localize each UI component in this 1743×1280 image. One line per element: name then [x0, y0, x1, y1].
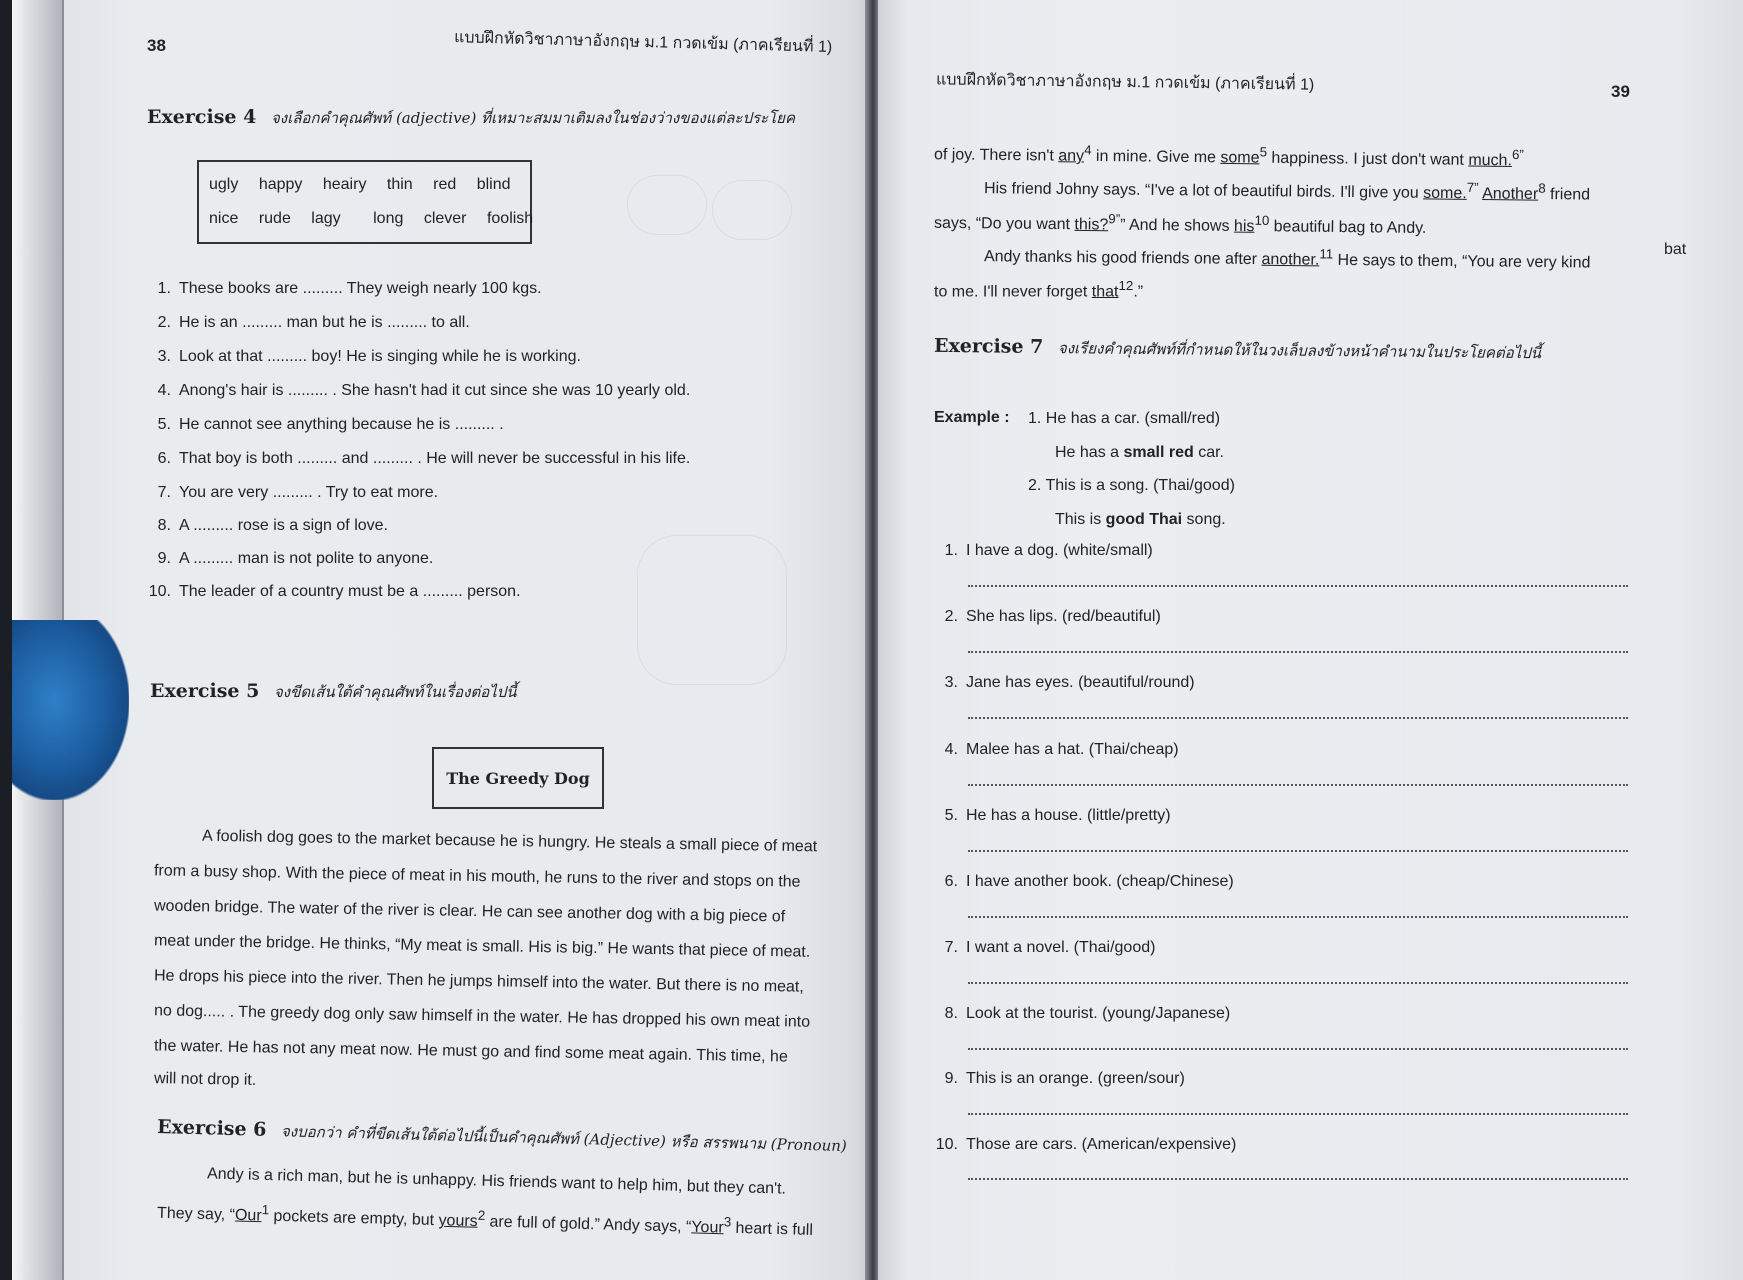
word-red: red [433, 176, 457, 193]
story-title-box [432, 747, 604, 809]
word-bank-row-2 [209, 210, 549, 228]
exercise-7-question: 4. Malee has a hat. (Thai/cheap) [944, 741, 1179, 758]
word-foolish: foolish [486, 210, 534, 227]
underlined-word: much. [1468, 151, 1513, 170]
story-title: The Greedy Dog [446, 768, 590, 788]
exercise-6-label: Exercise 6 [156, 1115, 267, 1141]
left-page-number: 38 [147, 36, 166, 55]
underlined-word: some. [1423, 184, 1467, 203]
word-lagy: lagy [311, 210, 341, 227]
blue-cloth-edge [12, 620, 129, 800]
answer-line[interactable] [968, 1048, 1628, 1050]
exercise-6-line-1: Andy is a rich man, but he is unhappy. His friends want to help him, but they can't. [206, 1165, 787, 1198]
answer-line[interactable] [968, 916, 1628, 918]
exercise-7-question: 7. I want a novel. (Thai/good) [944, 939, 1156, 956]
underlined-word: his [1233, 217, 1255, 236]
underlined-word: yours [438, 1212, 478, 1231]
exercise-4-label: Exercise 4 [147, 106, 257, 128]
example-2-answer: This is good Thai song. [1055, 511, 1226, 528]
answer-line[interactable] [968, 784, 1628, 786]
exercise-7-question: 1. I have a dog. (white/small) [944, 542, 1153, 559]
exercise-5-title [150, 680, 517, 704]
right-page-number: 39 [1611, 82, 1630, 101]
exercise-4-question: 1. These books are ......... They weigh nearly 100 kgs. [157, 280, 542, 297]
underlined-word: Your [691, 1218, 724, 1237]
dog-illustration-faint [637, 535, 787, 685]
exercise-4-title [147, 106, 795, 130]
story-line: the water. He has not any meat now. He must go and find some meat again. This time, he [153, 1037, 788, 1066]
underlined-word: Our [234, 1206, 262, 1225]
story-line: no dog..... . The greedy dog only saw himself in the water. He has dropped his own meat into [153, 1002, 811, 1031]
answer-line[interactable] [968, 651, 1628, 653]
exercise-7-question: 2. She has lips. (red/beautiful) [944, 608, 1161, 625]
story-line: wooden bridge. The water of the river is clear. He can see another dog with a big piece of [153, 897, 786, 926]
exercise-4-instruction: จงเลือกคำคุณศัพท์ (adjective) ที่เหมาะสมมาเติมลงในช่องว่างของแต่ละประโยค [270, 109, 795, 127]
exercise-4-question: 7. You are very ......... . Try to eat more. [157, 484, 439, 501]
exercise-4-question: 10. The leader of a country must be a ......... person. [148, 583, 521, 600]
exercise-4-question: 2. He is an ......... man but he is ......... to all. [157, 314, 470, 331]
word-blind: blind [476, 176, 511, 193]
example-2-question: 2. This is a song. (Thai/good) [1028, 477, 1235, 494]
story-line: meat under the bridge. He thinks, “My meat is small. His is big.” He wants that piece of meat. [153, 932, 811, 961]
answer-line[interactable] [968, 1113, 1628, 1115]
exercise-4-question: 8. A ......... rose is a sign of love. [157, 517, 388, 534]
example-1-answer: He has a small red car. [1055, 444, 1224, 461]
exercise-7-question: 3. Jane has eyes. (beautiful/round) [944, 674, 1195, 691]
exercise-4-question: 5. He cannot see anything because he is ......... . [157, 416, 504, 433]
left-page [12, 0, 870, 1280]
exercise-5-instruction: จงขีดเส้นใต้คำคุณศัพท์ในเรื่องต่อไปนี้ [273, 683, 517, 701]
underlined-word: any [1058, 147, 1085, 165]
exercise-4-question: 4. Anong's hair is ......... . She hasn't had it cut since she was 10 yearly old. [157, 382, 691, 399]
exercise-7-question: 10. Those are cars. (American/expensive) [935, 1136, 1237, 1153]
story-continued-line: of joy. There isn't any$^4$ in mine. Give me some$^5$ happiness. I just don't want much.$^{6”}$ [933, 142, 1524, 170]
exercise-7-instruction: จงเรียงคำคุณศัพท์ที่กำหนดให้ในวงเล็บลงข้างหน้าคำนามในประโยคต่อไปนี้ [1057, 339, 1542, 363]
exercise-7-question: 6. I have another book. (cheap/Chinese) [944, 873, 1234, 890]
word-bank-row-1 [209, 176, 527, 194]
answer-line[interactable] [968, 850, 1628, 852]
word-nice: nice [209, 210, 239, 227]
story-continued-line: says, “Do you want this?$^{9”}$” And he shows his$^{10}$ beautiful bag to Andy. [933, 211, 1427, 237]
word-thin: thin [386, 176, 413, 193]
exercise-7-question: 8. Look at the tourist. (young/Japanese) [944, 1005, 1231, 1022]
left-page-header: แบบฝึกหัดวิชาภาษาอังกฤษ ม.1 กวดเข้ม (ภาคเรียนที่ 1) [453, 29, 833, 56]
story-line: A foolish dog goes to the market because he is hungry. He steals a small piece of meat [201, 827, 818, 856]
word-heairy: heairy [322, 176, 367, 193]
exercise-6-instruction: จงบอกว่า คำที่ขีดเส้นใต้ต่อไปนี้เป็นคำคุณศัพท์ (Adjective) หรือ สรรพนาม (Pronoun) [280, 1122, 848, 1156]
bicycle-illustration-faint [712, 180, 792, 240]
exercise-4-question: 6. That boy is both ......... and ......... . He will never be successful in his life. [157, 450, 691, 467]
story-line: He drops his piece into the river. Then he jumps himself into the water. But there is no meat, [153, 967, 804, 996]
exercise-7-question: 9. This is an orange. (green/sour) [944, 1070, 1185, 1087]
underlined-word: another. [1261, 251, 1320, 269]
word-bank-box [197, 160, 532, 244]
story-continued-line: Andy thanks his good friends one after another.$^{11}$ He says to them, “You are very kind [983, 246, 1591, 272]
answer-line[interactable] [968, 1178, 1628, 1180]
story-continued-line: to me. I'll never forget that$^{12}$.” [934, 278, 1144, 301]
margin-note: bat [1664, 241, 1687, 258]
word-ugly: ugly [209, 176, 239, 193]
word-rude: rude [258, 210, 291, 227]
exercise-7-label: Exercise 7 [933, 334, 1044, 358]
answer-line[interactable] [968, 717, 1628, 719]
bicycle-illustration-faint [627, 175, 707, 235]
right-page [878, 0, 1743, 1280]
underlined-word: this? [1074, 216, 1109, 234]
example-1-question: 1. He has a car. (small/red) [1028, 410, 1221, 427]
exercise-6-title [157, 1116, 847, 1158]
underlined-word: that [1091, 283, 1119, 301]
underlined-word: Another [1482, 185, 1539, 203]
exercise-5-label: Exercise 5 [150, 680, 260, 702]
exercise-6-line-2: They say, “Our$^1$ pockets are empty, but yours$^2$ are full of gold.” Andy says, “Your$^3$ heart is full [156, 1202, 814, 1239]
exercise-4-question: 3. Look at that ......... boy! He is singing while he is working. [157, 348, 581, 365]
answer-line[interactable] [968, 982, 1628, 984]
exercise-7-question: 5. He has a house. (little/pretty) [944, 807, 1171, 824]
exercise-4-question: 9. A ......... man is not polite to anyone. [157, 550, 434, 567]
word-happy: happy [258, 176, 303, 193]
answer-line[interactable] [968, 585, 1628, 587]
word-long: long [373, 210, 404, 227]
story-line: will not drop it. [153, 1070, 257, 1089]
example-label: Example : [934, 409, 1010, 426]
exercise-7-title [934, 335, 1541, 365]
word-clever: clever [423, 210, 467, 227]
story-line: from a busy shop. With the piece of meat in his mouth, he runs to the river and stops on the [153, 862, 801, 891]
underlined-word: some [1220, 149, 1260, 167]
story-continued-line: His friend Johny says. “I've a lot of beautiful birds. I'll give you some.$^{7”}$ Another$^8$ friend [983, 179, 1591, 204]
right-page-header: แบบฝึกหัดวิชาภาษาอังกฤษ ม.1 กวดเข้ม (ภาคเรียนที่ 1) [935, 71, 1315, 94]
